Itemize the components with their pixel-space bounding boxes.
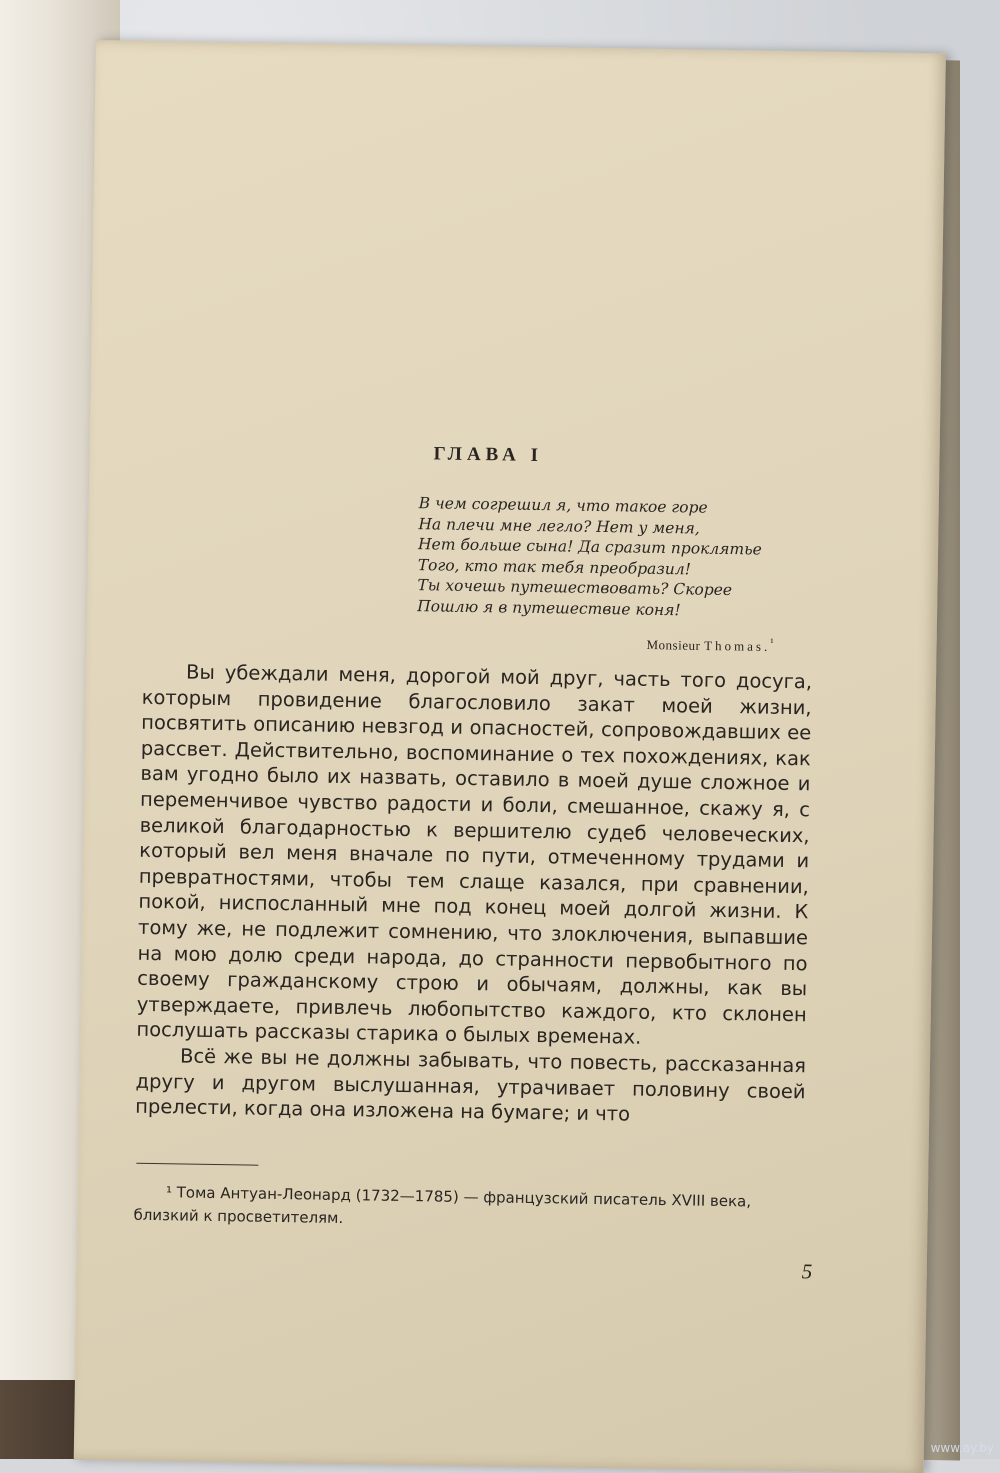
book-page — [74, 40, 946, 1473]
paragraph: Вы убеждали меня, дорогой мой друг, часть того досуга, которым провидение благословило закат моей жизни, посвятить описанию невзгод и опасностей, сопровождавших ее рассвет. Действительно, воспоминание о тех похождениях, как вам угодно было их назвать, оставило в моей душе сложное и переменчивое чувство радости и боли, смешанное, скажу я, с великой благодарностью к вершителю судеб человеческих, который вел меня вначале по пути, отмеченному трудами и превратностями, чтобы тем слаще казался, при сравнении, покой, ниспосланный мне под конец моей долгой жизни. К тому же, не подлежит сомнению, что злоключения, выпавшие на мою долю среди народа, до странности первобытного по своему гражданскому строю и обычаям, должны, как вы утверждаете, привлечь любопытство каждого, кто склонен послушать рассказы старика о былых временах. — [136, 660, 813, 1049]
epigraph-line: Того, кто так тебя преобразил! — [417, 555, 692, 578]
epigraph — [417, 493, 839, 623]
footnote-divider — [136, 1163, 258, 1166]
attribution-prefix: Monsieur — [646, 637, 705, 653]
epigraph-line: Нет больше сына! Да сразит проклятье — [417, 535, 762, 559]
attribution-name: Thomas. — [704, 637, 771, 654]
epigraph-line: В чем согрешил я, что такое горе — [418, 494, 708, 517]
epigraph-line: На плечи мне легло? Нет у меня, — [418, 514, 700, 538]
footnote-marker: ¹ — [770, 636, 775, 649]
epigraph-attribution — [646, 635, 774, 655]
body-text — [135, 659, 812, 1130]
paragraph: Всё же вы не должны забывать, что повесть, рассказанная другу и другом выслушанная, утрачивает половину своей прелести, когда она изложена на бумаге; и что — [135, 1044, 807, 1126]
epigraph-line: Пошлю я в путешествие коня! — [417, 596, 681, 619]
page-number: 5 — [801, 1259, 813, 1284]
footnote: ¹ Тома Антуан-Леонард (1732—1785) — французский писатель XVIII века, близкий к просветителям. — [133, 1183, 752, 1228]
watermark: www.ay.by — [930, 1441, 994, 1455]
chapter-title: ГЛАВА I — [433, 443, 544, 467]
epigraph-line: Ты хочешь путешествовать? Скорее — [417, 576, 733, 600]
